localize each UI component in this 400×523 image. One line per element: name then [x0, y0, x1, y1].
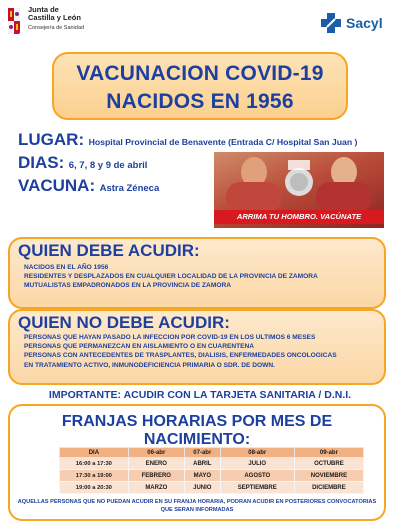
table-row: [60, 458, 364, 470]
header-day2: 07-abr: [184, 448, 220, 458]
list-item: PERSONAS QUE PERMANEZCAN EN AISLAMIENTO O EN CUARENTENA: [24, 343, 255, 351]
junta-name-line1: Junta de: [28, 5, 59, 14]
month-cell: MARZO: [128, 482, 184, 494]
junta-castilla-leon-logo: [6, 6, 116, 38]
vacuna-row: [18, 176, 159, 196]
title-box: [52, 52, 348, 120]
consejeria-label: Consejería de Sanidad: [28, 25, 84, 31]
quien-debe-list: [24, 263, 318, 291]
quien-no-debe-title: QUIEN NO DEBE ACUDIR:: [18, 313, 230, 332]
time-slot: 16:00 a 17:30: [60, 458, 129, 470]
header-day3: 08-abr: [220, 448, 294, 458]
title-line1: VACUNACION COVID-19: [76, 62, 324, 85]
list-item: RESIDENTES Y DESPLAZADOS EN CUALQUIER LOCALIDAD DE LA PROVINCIA DE ZAMORA: [24, 273, 318, 281]
junta-name-line2: Castilla y León: [28, 13, 81, 22]
important-notice: IMPORTANTE: ACUDIR CON LA TARJETA SANITARIA / D.N.I.: [48, 389, 352, 401]
month-cell: ENERO: [128, 458, 184, 470]
table-row: [60, 482, 364, 494]
list-item: NACIDOS EN EL AÑO 1956: [24, 264, 109, 271]
dias-row: [18, 153, 147, 173]
vacuna-value: Astra Zéneca: [99, 183, 160, 194]
lugar-label: LUGAR:: [18, 130, 85, 149]
footer-note-line1: AQUELLAS PERSONAS QUE NO PUEDAN ACUDIR EN SU FRANJA HORARIA, PODRAN ACUDIR EN POSTERIORES CONVOCATORIAS: [17, 499, 377, 505]
footer-note-line2: QUE SERAN INFORMADAS: [160, 507, 234, 513]
month-cell: SEPTIEMBRE: [220, 482, 294, 494]
time-slot: 19:00 a 20:30: [60, 482, 129, 494]
dias-value: 6, 7, 8 y 9 de abril: [68, 160, 148, 171]
header-dia: DIA: [60, 448, 129, 458]
month-cell: JUNIO: [184, 482, 220, 494]
sacyl-logo: [320, 12, 392, 34]
list-item: MUTUALISTAS EMPADRONADOS EN LA PROVINCIA DE ZAMORA: [24, 282, 231, 290]
sacyl-wordmark: Sacyl: [346, 15, 383, 31]
month-cell: OCTUBRE: [294, 458, 363, 470]
junta-name: [28, 6, 81, 22]
vacuna-label: VACUNA:: [18, 176, 96, 195]
table-row: [60, 470, 364, 482]
month-cell: AGOSTO: [220, 470, 294, 482]
quien-debe-acudir-box: [8, 237, 386, 309]
lugar-value: Hospital Provincial de Benavente (Entrada C/ Hospital San Juan ): [88, 137, 358, 147]
month-cell: DICIEMBRE: [294, 482, 363, 494]
lugar-row: [18, 130, 357, 150]
people-shoulders-illustration: [214, 152, 384, 210]
month-cell: MAYO: [184, 470, 220, 482]
month-cell: FEBRERO: [128, 470, 184, 482]
list-item: PERSONAS CON ANTECEDENTES DE TRASPLANTES, DIALISIS, ENFERMEDADES ONCOLOGICAS: [24, 352, 337, 360]
schedule-table: [59, 447, 364, 494]
time-slot: 17:30 a 19:00: [60, 470, 129, 482]
list-item: PERSONAS QUE HAYAN PASADO LA INFECCION POR COVID-19 EN LOS ULTIMOS 6 MESES: [24, 334, 316, 341]
month-cell: ABRIL: [184, 458, 220, 470]
medical-cross-icon: [320, 12, 342, 34]
list-item: EN TRATAMIENTO ACTIVO, INMUNODEFICIENCIA PRIMARIA O SDR. DE DOWN.: [24, 361, 275, 369]
quien-no-debe-acudir-box: [8, 309, 386, 385]
castilla-leon-crest-icon: [6, 6, 22, 36]
title-line2: NACIDOS EN 1956: [106, 90, 294, 113]
month-cell: NOVIEMBRE: [294, 470, 363, 482]
franjas-title: FRANJAS HORARIAS POR MES DE NACIMIENTO:: [61, 413, 333, 448]
month-cell: JULIO: [220, 458, 294, 470]
campaign-slogan: ARRIMA TU HOMBRO. VACÚNATE: [214, 210, 384, 224]
dias-label: DIAS:: [18, 153, 65, 172]
table-header-row: [60, 448, 364, 458]
footer-note: [10, 498, 384, 514]
quien-debe-title: QUIEN DEBE ACUDIR:: [18, 241, 200, 260]
franjas-horarias-box: [8, 404, 386, 521]
header-day1: 06-abr: [128, 448, 184, 458]
quien-no-debe-list: [24, 333, 337, 370]
campaign-photo: [214, 152, 384, 228]
header-day4: 09-abr: [294, 448, 363, 458]
